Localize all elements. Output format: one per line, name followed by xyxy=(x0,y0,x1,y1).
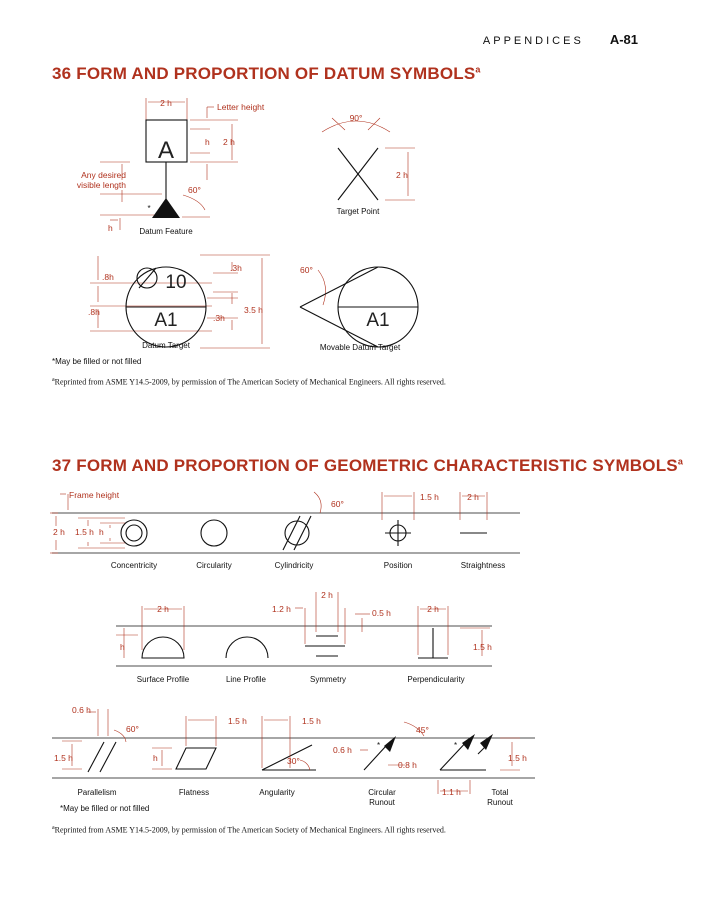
dim-35h: 3.5 h xyxy=(244,305,263,315)
caption-circular-runout: Runout xyxy=(369,798,395,807)
datum-target-id: A1 xyxy=(154,310,178,331)
dim-60-deg-movable: 60° xyxy=(300,265,313,275)
concentricity-symbol xyxy=(121,520,147,546)
dim-2h-height: 2 h xyxy=(223,137,235,147)
page-number: A-81 xyxy=(609,32,638,47)
dim-15h-angularity: 1.5 h xyxy=(302,716,321,726)
section-36-note: *May be filled or not filled xyxy=(52,357,142,366)
dim-60-deg: 60° xyxy=(188,185,201,195)
dim-2h-symmetry: 2 h xyxy=(321,590,333,600)
footnote-36-text: Reprinted from ASME Y14.5-2009, by permission of The American Society of Mechanical Engineers. All rights reserved. xyxy=(54,377,446,387)
dim-2h-target: 2 h xyxy=(396,170,408,180)
dim-15h-left: 1.5 h xyxy=(54,753,73,763)
caption-total-runout: Runout xyxy=(487,798,513,807)
dim-15h-right: 1.5 h xyxy=(508,753,527,763)
dim-visible-length: visible length xyxy=(76,180,126,190)
footnote-36-sup: a xyxy=(52,377,55,383)
total-runout-arrow-2 xyxy=(480,734,493,750)
dim-h-surface: h xyxy=(120,642,125,652)
caption-concentricity: Concentricity xyxy=(110,561,158,570)
dim-12h-symmetry: 1.2 h xyxy=(272,604,291,614)
dim-60-parallel: 60° xyxy=(126,724,139,734)
dim-90-deg: 90° xyxy=(349,113,363,123)
dim-15h-perp: 1.5 h xyxy=(473,642,492,652)
dim-60-cyl: 60° xyxy=(331,499,344,509)
dim-03h-bottom: .3h xyxy=(213,313,225,323)
dim-15h-flatness: 1.5 h xyxy=(228,716,247,726)
line-profile-symbol xyxy=(226,637,268,658)
caption-movable-datum-target: Movable Datum Target xyxy=(319,343,401,352)
section-36-footnote xyxy=(52,377,446,387)
dim-2h-width: 2 h xyxy=(160,98,172,108)
runout-star-2: * xyxy=(454,741,458,750)
section-36-sup: a xyxy=(475,64,481,75)
dim-06h-parallel: 0.6 h xyxy=(72,705,91,715)
caption-datum-target: Datum Target xyxy=(142,341,190,350)
flatness-symbol xyxy=(176,748,216,769)
section-37-heading xyxy=(52,456,683,476)
caption-position: Position xyxy=(383,561,413,570)
dim-06h-runout: 0.6 h xyxy=(333,745,352,755)
dim-45-deg: 45° xyxy=(416,725,429,735)
caption-surface-profile: Surface Profile xyxy=(136,675,190,684)
footnote-37-text: Reprinted from ASME Y14.5-2009, by permission of The American Society of Mechanical Engineers. All rights reserved. xyxy=(54,825,446,835)
circular-runout-symbol xyxy=(364,746,386,770)
dim-05h-symmetry: 0.5 h xyxy=(372,608,391,618)
section-37-sup: a xyxy=(677,456,684,467)
dim-letter-height: Letter height xyxy=(217,102,265,112)
dim-2h-frame: 2 h xyxy=(53,527,65,537)
circular-runout-arrow xyxy=(384,736,396,752)
caption-symmetry: Symmetry xyxy=(310,675,346,684)
section-37-footnote xyxy=(52,825,446,835)
geometric-symbols-figure xyxy=(0,480,702,820)
caption-circular: Circular xyxy=(368,788,396,797)
footnote-37-sup: a xyxy=(52,825,55,831)
section-37-note: *May be filled or not filled xyxy=(60,804,150,813)
caption-total: Total xyxy=(491,788,509,797)
dim-15h-position: 1.5 h xyxy=(420,492,439,502)
dim-h-base: h xyxy=(108,223,113,233)
dim-2h-perp: 2 h xyxy=(427,604,439,614)
dim-frame-height: Frame height xyxy=(69,490,120,500)
dim-2h-surface: 2 h xyxy=(157,604,169,614)
caption-target-point: Target Point xyxy=(336,207,380,216)
surface-profile-symbol xyxy=(142,637,184,658)
section-36-heading xyxy=(52,64,481,84)
datum-triangle-filled xyxy=(152,198,180,218)
dim-11h-total: 1.1 h xyxy=(442,787,461,797)
running-head-title: APPENDICES xyxy=(482,35,584,47)
caption-parallelism: Parallelism xyxy=(77,788,117,797)
caption-perpendicularity: Perpendicularity xyxy=(407,675,465,684)
dim-08h-bottom: .8h xyxy=(88,307,100,317)
total-runout-arrow-1 xyxy=(462,734,475,750)
caption-angularity: Angularity xyxy=(259,788,295,797)
dim-15h-frame: 1.5 h xyxy=(75,527,94,537)
dim-any-desired: Any desired xyxy=(81,170,126,180)
caption-straightness: Straightness xyxy=(460,561,506,570)
section-36-title: 36 FORM AND PROPORTION OF DATUM SYMBOLS xyxy=(52,64,476,83)
parallelism-symbol xyxy=(88,742,104,772)
datum-target-size: 10 xyxy=(165,272,187,293)
dim-08h-top: .8h xyxy=(102,272,114,282)
runout-star-1: * xyxy=(377,741,381,750)
dim-30-deg: 30° xyxy=(287,756,300,766)
dim-03h-top: .3h xyxy=(230,263,242,273)
dim-08h-runout: 0.8 h xyxy=(398,760,417,770)
running-head xyxy=(483,32,638,47)
caption-datum-feature: Datum Feature xyxy=(139,227,193,236)
caption-line-profile: Line Profile xyxy=(225,675,267,684)
circularity-symbol xyxy=(201,520,227,546)
dim-h-frame: h xyxy=(99,527,104,537)
cylindricity-symbol xyxy=(285,521,309,545)
dim-h: h xyxy=(205,137,210,147)
datum-symbols-figure xyxy=(0,90,702,360)
datum-letter: A xyxy=(157,137,175,164)
filled-star: * xyxy=(147,204,151,213)
movable-target-id: A1 xyxy=(366,310,390,331)
caption-circularity: Circularity xyxy=(196,561,232,570)
dim-2h-straightness: 2 h xyxy=(467,492,479,502)
caption-cylindricity: Cylindricity xyxy=(274,561,314,570)
caption-flatness: Flatness xyxy=(178,788,210,797)
dim-h-flatness: h xyxy=(153,753,158,763)
section-37-title: 37 FORM AND PROPORTION OF GEOMETRIC CHARACTERISTIC SYMBOLS xyxy=(52,456,678,475)
